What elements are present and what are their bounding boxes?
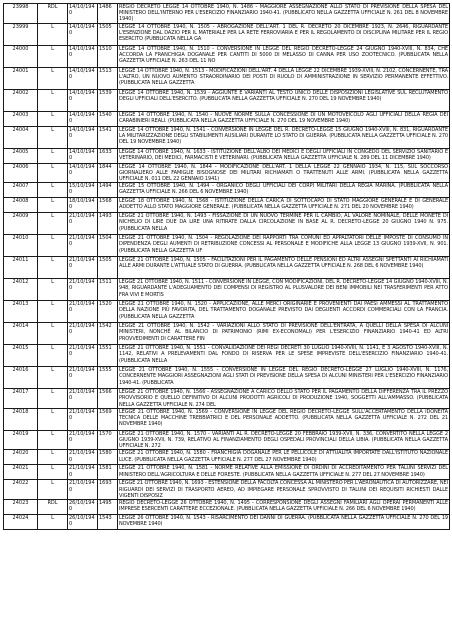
- legislation-register-table: [3, 3, 450, 530]
- record-date: 14/10/1940: [68, 89, 98, 111]
- record-type: RDL: [38, 500, 68, 515]
- record-date: 26/10/1940: [68, 515, 98, 530]
- record-text: LEGGE 14 OTTOBRE 1940, N. 1513 - MODIFICAZIONI DELL'ART. 4 DELLA LEGGE 22 DICEMBRE 1939-XVIII, N. 2102, CONCERNENTE, TRA L'ALTRO, UN NUOVO AUMENTO STRAORDINARIO DEI POSTI DI RUOLO DI AMMINISTRAZIONE IN SERVIZIO PERMANENTE EFFETTIVO. (PUBBLICATA NELLA GAZZETTA: [118, 67, 450, 89]
- record-code: 1510: [98, 45, 118, 67]
- record-number: 24001: [4, 67, 38, 89]
- record-number: 24020: [4, 450, 38, 465]
- record-date: 21/10/1940: [68, 213, 98, 235]
- record-date: 21/10/1940: [68, 257, 98, 279]
- record-code: 1493: [98, 213, 118, 235]
- record-number: 24007: [4, 183, 38, 198]
- register-row: [4, 183, 450, 198]
- record-date: 21/10/1940: [68, 367, 98, 389]
- record-text: LEGGE 21 OTTOBRE 1940, N. 1569 - CONVERSIONE IN LEGGE DEL REGIO DECRETO-LEGGE SULL'ACCERTAMENTO DELLA IDONEITÀ TECNICA DELLE MACCHINE TREBBIATRICI E DEL PERSONALE ADDETTO. (PUBBLICATA NELLA GAZZETTA UFFICIALE N. 272 DEL 21 NOVEMBRE 1940): [118, 408, 450, 430]
- record-date: 14/10/1940: [68, 4, 98, 24]
- register-row: [4, 111, 450, 126]
- register-row: [4, 515, 450, 530]
- record-number: 24014: [4, 323, 38, 345]
- record-number: 24015: [4, 345, 38, 367]
- record-date: 21/10/1940: [68, 279, 98, 301]
- register-row: [4, 163, 450, 183]
- record-date: 21/10/1940: [68, 450, 98, 465]
- record-type: L: [38, 163, 68, 183]
- register-row: [4, 198, 450, 213]
- register-row: [4, 500, 450, 515]
- record-date: 14/10/1940: [68, 111, 98, 126]
- record-type: L: [38, 89, 68, 111]
- record-date: 21/10/1940: [68, 235, 98, 257]
- record-text: LEGGE 21 OTTOBRE 1940, N. 1566 - ASSEGNAZIONE A CARICO DELLO STATO PER IL PAGAMENTO DELLA DIFFERENZA TRA IL PREZZO PROVVISORIO E QUELLO DEFINITIVO DI ALCUNI PRODOTTI AGRICOLI DI PRODUZIONE 1940, SOGGETTI ALL'AMMASSO. (PUBBLICATA NELLA GAZZETTA UFFICIALE N. 274 DEL: [119, 389, 448, 408]
- record-type: L: [38, 257, 68, 279]
- record-type: L: [38, 430, 68, 450]
- register-row: [4, 345, 450, 367]
- record-number: 24005: [4, 148, 38, 163]
- record-date: 21/10/1940: [68, 408, 98, 430]
- record-date: 21/10/1940: [68, 480, 98, 500]
- record-code: 1580: [98, 450, 118, 465]
- record-number: 24000: [4, 45, 38, 67]
- record-type: RDL: [38, 4, 68, 24]
- record-type: L: [38, 450, 68, 465]
- register-row: [4, 367, 450, 389]
- record-number: 24002: [4, 89, 38, 111]
- record-code: 1844: [98, 163, 118, 183]
- record-code: 1486: [98, 4, 118, 24]
- record-date: 21/10/1940: [68, 323, 98, 345]
- record-text: LEGGE 15 OTTOBRE 1940, N. 1494 - ORGANICO DEGLI UFFICIALI DEI CORPI MILITARI DELLA REGIA MARINA. (PUBBLICATA NELLA GAZZETTA UFFICIALE N. 266 DEL 6 NOVEMBRE 1940): [118, 183, 450, 198]
- record-code: 1505: [98, 23, 118, 45]
- record-code: 1541: [98, 126, 118, 148]
- record-type: L: [38, 367, 68, 389]
- record-type: L: [38, 515, 68, 530]
- record-number: 24016: [4, 367, 38, 389]
- register-row: [4, 23, 450, 45]
- register-row: [4, 235, 450, 257]
- record-type: L: [38, 198, 68, 213]
- record-code: 1540: [98, 111, 118, 126]
- record-code: 1633: [98, 148, 118, 163]
- record-text: LEGGE 14 OTTOBRE 1940, N. 1505 - ABROGAZIONE DELL'ART. 1 DEL R. DECRETO 20 DICEMBRE 1923, N. 2646, RIGUARDANTE L'ESENZIONE DAL DAZIO PER IL MATERIALE PER LA RETE FERROVIARIA E PER IL REGOLAMENTO DI DISCIPLINA MILITARE PER IL REGIO ESERCITO (PUBBLICATA NELLA GA: [118, 23, 450, 45]
- record-text: LEGGE 21 OTTOBRE 1940, N. 1511 - CONVERSIONE IN LEGGE, CON MODIFICAZIONI, DEL R. DECRETO-LEGGE 14 GIUGNO 1940-XVIII, N. 948, RIGUARDANTE L'ADEGUAMENTO DEI COMPENSI DI REGISTRO AL PLUSVALORE DEI BENI IMMOBILI NEI TRASFERIMENTI PER ATTO FRA VIVI E MORTIS: [118, 279, 450, 301]
- record-date: 26/10/1940: [68, 500, 98, 515]
- record-text: LEGGE 14 OTTOBRE 1940, N. 1541 - CONVERSIONE IN LEGGE DEL R. DECRETO-LEGGE 15 GIUGNO 1940-XVIII, N. 831, RIGUARDANTE LA MILITARIZZAZIONE DEGLI STABILIMENTI AUSILIARI DURANTE LO STATO DI GUERRA. (PUBBLICATA NELLA GAZZETTA UFFICIALE N. 270 DEL 19 NOVEMBRE 1940): [118, 126, 450, 148]
- record-code: 1505: [98, 257, 118, 279]
- record-code: 1495: [98, 500, 118, 515]
- record-text: LEGGE 21 OTTOBRE 1940, N. 1504 - REGOLAZIONE DEI RAPPORTI TRA COMUNI ED APPALTATORI DELLE IMPOSTE DI CONSUMO IN DIPENDENZA DEGLI AUMENTI DI RETRIBUZIONE CONCESSI AL PERSONALE E MODIFICHE ALLA LEGGE 13 GIUGNO 1939-XVII, N. 901. (PUBBLICATA NELLA GAZZETTA UF: [118, 235, 450, 257]
- record-type: L: [38, 345, 68, 367]
- record-number: 24004: [4, 126, 38, 148]
- register-row: [4, 450, 450, 465]
- record-text: LEGGE 21 OTTOBRE 1940, N. 1555 - CONVERSIONE IN LEGGE DEL REGIO DECRETO-LEGGE 27 LUGLIO 1940-XVIII, N. 1176, CONCERNENTE MAGGIORI ASSEGNAZIONI AGLI STATI DI PREVISIONE DELLA SPESA DI ALCUNI MINISTERI PER L'ESERCIZIO FINANZIARIO 1940-41. (PUBBLICATA: [118, 367, 450, 389]
- record-number: 24021: [4, 465, 38, 480]
- record-date: 21/10/1940: [68, 465, 98, 480]
- register-row: [4, 389, 450, 409]
- record-number: 23999: [4, 23, 38, 45]
- record-code: 1551: [98, 345, 118, 367]
- record-number: 24019: [4, 430, 38, 450]
- record-text: LEGGE 21 OTTOBRE 1940, N. 1693 - ESTENSIONE DELLA FACOLTÀ CONCESSA AL MINISTERO PER L'AERONAUTICA DI AUTORIZZARE, NEI RIGUARDI DEI SERVIZI DI TRASPORTO AEREO, AD IMPIEGARE PERSONALE SPROVVISTO DI TALUNI DEI REQUISITI RICHIESTI DALLE VIGENTI DISPOSIZ: [119, 480, 448, 499]
- record-code: 1511: [98, 279, 118, 301]
- record-type: L: [38, 67, 68, 89]
- record-code: 1581: [98, 465, 118, 480]
- record-code: 1504: [98, 235, 118, 257]
- record-date: 14/10/1940: [68, 45, 98, 67]
- record-date: 14/10/1940: [68, 67, 98, 89]
- record-date: 14/10/1940: [68, 23, 98, 45]
- record-text: LEGGE 14 OTTOBRE 1940, N. 1510 - CONVERSIONE IN LEGGE DEL REGIO DECRETO-LEGGE 24 GIUGNO 1940-XVIII, N. 834, CHE ACCORDA LA FRANCHIGIA DOGANALE PER CANTITI DI 5000 DI MELASSO DI CANNA PER USO ZOOTECNICO. (PUBBLICATA NELLA GAZZETTA UFFICIALE N. 263 DEL 11 NO: [118, 45, 450, 67]
- record-code: 1566: [98, 389, 118, 409]
- record-type: L: [38, 408, 68, 430]
- record-number: 24011: [4, 257, 38, 279]
- register-row: [4, 257, 450, 279]
- record-type: L: [38, 465, 68, 480]
- register-row: [4, 4, 450, 24]
- record-text: LEGGE 21 OTTOBRE 1940, N. 1580 - FRANCHIGIA DOGANALE PER LE PELLICOLE DI ATTUALITÀ IMPORTATE DALL'ISTITUTO NAZIONALE LUCE. (PUBBLICATA NELLA GAZZETTA UFFICIALE N. 277 DEL 27 NOVEMBRE 1940): [118, 450, 450, 465]
- register-row: [4, 465, 450, 480]
- register-row: [4, 89, 450, 111]
- record-text: LEGGE 21 OTTOBRE 1940, N. 1493 - FISSAZIONE DI UN NUOVO TERMINE PER IL CAMBIO, AL VALORE NOMINALE, DELLE MONETE DI NICHELIO DI LIRE DUE DA LIRE UNA RITIRATE DALLA CIRCOLAZIONE IN BASE AL R. DECRETO-LEGGE 20 GIUGNO 1940 N. 975. (PUBBLICATA NELLA: [118, 213, 450, 235]
- register-row: [4, 279, 450, 301]
- record-type: L: [38, 45, 68, 67]
- record-text: LEGGE 21 OTTOBRE 1940, N. 1570 - VARIANTI AL R. DECRETO-LEGGE 20 FEBBRAIO 1939-XVII, N. 336, CONVERTITO NELLA LEGGE 2 GIUGNO 1939-XVII, N. 739, RELATIVO AL FINANZIAMENTO DEGLI OSPEDALI PROVINCIALI DELLA LIBIA. (PUBBLICATA NELLA GAZZETTA UFFICIALE N. 272: [119, 430, 448, 450]
- register-row: [4, 408, 450, 430]
- record-text: LEGGE 14 OTTOBRE 1940, N. 1540 - NUOVE NORME SULLA CONCESSIONE DI UN MOTOVEICOLO AGLI UFFICIALI DELLA REGIA DEI CARABINIERI REALI. (PUBBLICATA NELLA GAZZETTA UFFICIALE N. 270 DEL 19 NOVEMBRE 1940): [118, 111, 450, 126]
- record-type: L: [38, 480, 68, 500]
- register-row: [4, 430, 450, 450]
- record-date: 15/10/1940: [68, 183, 98, 198]
- record-code: 1568: [98, 198, 118, 213]
- record-date: 21/10/1940: [68, 430, 98, 450]
- record-text: LEGGE 21 OTTOBRE 1940, N. 1581 - NORME RELATIVE ALLA EMISSIONE DI ORDINI DI ACCREDITAMENTO PER TALUNI SERVIZI DEL MINISTERO DELL'AGRICOLTURA E DELLE FORESTE. (PUBBLICATA NELLA GAZZETTA UFFICIALE N. 277 DEL 27 NOVEMBRE 1940): [118, 465, 450, 480]
- record-date: 18/10/1940: [68, 198, 98, 213]
- record-type: L: [38, 111, 68, 126]
- record-number: 24017: [4, 389, 38, 409]
- register-row: [4, 67, 450, 89]
- record-number: 24013: [4, 301, 38, 323]
- record-number: 24012: [4, 279, 38, 301]
- record-text: LEGGE 21 OTTOBRE 1940, N. 1542 - VARIAZIONI ALLO STATO DI PREVISIONE DELL'ENTRATA, A QUELLI DELLA SPESA DI ALCUNI MINISTERI, NONCHÉ AL BILANCIO DI PATRIMONIO (RIMI EX-ECONOMALI) PER L'ESERCIZIO FINANZIARIO 1940-41 ED ALTRI PROVVEDIMENTI DI CARATTERE FIN: [118, 323, 450, 345]
- record-type: L: [38, 148, 68, 163]
- record-code: 1494: [98, 183, 118, 198]
- record-type: L: [38, 183, 68, 198]
- record-number: 24024: [4, 515, 38, 530]
- record-number: 24006: [4, 163, 38, 183]
- record-date: 14/10/1940: [68, 148, 98, 163]
- record-code: 1543: [98, 515, 118, 530]
- record-code: 1539: [98, 89, 118, 111]
- record-date: 14/10/1940: [68, 163, 98, 183]
- record-type: L: [38, 213, 68, 235]
- record-text: LEGGE 14 OTTOBRE 1940, N. 1633 - ISTITUZIONE DELL'ALBO DEI MEDICI E DEGLI UFFICIALI IN CONGEDO DEL SERVIZIO SANITARIO E VETERINARIO, DEI MEDICI, FARMACISTI E VETERINARI. (PUBBLICATA NELLA GAZZETTA UFFICIALE N. 289 DEL 11 DICEMBRE 1940): [118, 148, 450, 163]
- record-text: REGIO DECRETO LEGGE 14 OTTOBRE 1940, N. 1486 - MAGGIORE ASSEGNAZIONE ALLO STATO DI PREVISIONE DELLA SPESA DEL MINISTERO DELL'INTERNO PER L'ESERCIZIO FINANZIARIO 1940-41. (PUBBLICATO NELLA GAZZETTA UFFICIALE N. 261 DEL 8 NOVEMBRE 1940): [119, 4, 448, 23]
- register-row: [4, 45, 450, 67]
- record-type: L: [38, 235, 68, 257]
- record-number: 24009: [4, 213, 38, 235]
- record-date: 21/10/1940: [68, 345, 98, 367]
- record-date: 21/10/1940: [68, 301, 98, 323]
- record-type: L: [38, 23, 68, 45]
- record-code: 1520: [98, 301, 118, 323]
- record-date: 14/10/1940: [68, 126, 98, 148]
- record-text: REGIO DECRETO-LEGGE 26 OTTOBRE 1940, N. 1495 - CORRESPONSIONE DEGLI ASSEGNI FAMILIARI AGLI OPERAI PERMANENTI ALLE IMPRESE ESERCENTI CARATTERE ECCEZIONALE. (PUBBLICATA NELLA GAZZETTA UFFICIALE N. 266 DEL 6 NOVEMBRE 1940): [118, 500, 450, 515]
- record-code: 1555: [98, 367, 118, 389]
- record-code: 1542: [98, 323, 118, 345]
- register-row: [4, 323, 450, 345]
- record-code: 1569: [98, 408, 118, 430]
- record-code: 1693: [98, 480, 118, 500]
- register-row: [4, 301, 450, 323]
- record-number: 24003: [4, 111, 38, 126]
- record-number: 24023: [4, 500, 38, 515]
- record-number: 23998: [4, 4, 38, 24]
- record-type: L: [38, 389, 68, 409]
- record-type: L: [38, 279, 68, 301]
- record-number: 24022: [4, 480, 38, 500]
- record-number: 24018: [4, 408, 38, 430]
- record-text: LEGGE 21 OTTOBRE 1940, N. 1505 - FACILITAZIONI PER IL PAGAMENTO DELLE PENSIONI ED ALTRI ASSEGNI SPETTANTI AI RICHIAMATI ALLE ARMI DURANTE L'ATTUALE STATO DI GUERRA. (PUBBLICATA NELLA GAZZETTA UFFICIALE N. 268 DEL 6 NOVEMBRE 1940): [118, 257, 450, 279]
- record-text: LEGGE 18 OTTOBRE 1940, N. 1568 - ISTITUZIONE DELLA CARICA DI SOTTOCAPO DI STATO MAGGIORE GENERALE E DI GENERALE ADDETTO ALLO STATO MAGGIORE GENERALE. (PUBBLICATA NELLA GAZZETTA UFFICIALE N. 271 DEL 20 NOVEMBRE 1940): [118, 198, 450, 213]
- register-row: [4, 480, 450, 500]
- register-row: [4, 148, 450, 163]
- record-text: LEGGE 26 OTTOBRE 1940, N. 1543 - RISARCIMENTO DEI DANNI DI GUERRA. (PUBBLICATA NELLA GAZZETTA UFFICIALE N. 270 DEL 19 NOVEMBRE 1940): [118, 515, 450, 530]
- register-row: [4, 213, 450, 235]
- record-text: LEGGE 14 OTTOBRE 1940, N. 1844 - MODIFICAZIONE DELL'ART. 1 DELLA LEGGE 22 GENNAIO 1934, N. 115, SUL SOCCORSO GIORNALIERO ALLE FAMIGLIE BISOGNOSE DEI MILITARI RICHIAMATI O TRATTENUTI ALLE ARMI. (PUBBLICATA NELLA GAZZETTA UFFICIALE N. 011 DEL 22 GENNAIO 1941): [119, 163, 448, 183]
- record-text: LEGGE 14 OTTOBRE 1940, N. 1539 - AGGIUNTE E VARIANTI AL TESTO UNICO DELLE DISPOSIZIONI LEGISLATIVE SUL RECLUTAMENTO DEGLI UFFICIALI DELL'ESERCITO. (PUBBLICATA NELLA GAZZETTA UFFICIALE N. 270 DEL 19 NOVEMBRE 1940): [118, 89, 450, 111]
- record-text: LEGGE 21 OTTOBRE 1940, N. 1551 - CONVALIDAZIONE DEI REGI DECRETI 30 LUGLIO 1940-XVIII, N. 1141, E 3 AGOSTO 1940-XVIII, N. 1142, RELATIVI A PRELEVAMENTI DAL FONDO DI RISERVA PER LE SPESE IMPREVISTE DELL'ESERCIZIO FINANZIARIO 1940-41. (PUBBLICATA NELLA: [118, 345, 450, 367]
- record-code: 1513: [98, 67, 118, 89]
- record-code: 1570: [98, 430, 118, 450]
- record-type: L: [38, 126, 68, 148]
- register-row: [4, 126, 450, 148]
- record-type: L: [38, 323, 68, 345]
- register-rows: [4, 4, 450, 530]
- record-date: 21/10/1940: [68, 389, 98, 409]
- record-type: L: [38, 301, 68, 323]
- record-number: 24010: [4, 235, 38, 257]
- record-text: LEGGE 21 OTTOBRE 1940, N. 1520 - APPLICAZIONE, ALLE MERCI ORIGINARIE E PROVENIENTI DAI PAESI AMMESSI AL TRATTAMENTO DELLA NAZIONE PIÙ FAVORITA, DEL TRATTAMENTO DOGANALE PREVISTO DAI DEGUENTI ACCORDI COMMERCIALI CON LA FRANCIA. (PUBBLICATA NELLA GAZZETTA: [118, 301, 450, 323]
- record-number: 24008: [4, 198, 38, 213]
